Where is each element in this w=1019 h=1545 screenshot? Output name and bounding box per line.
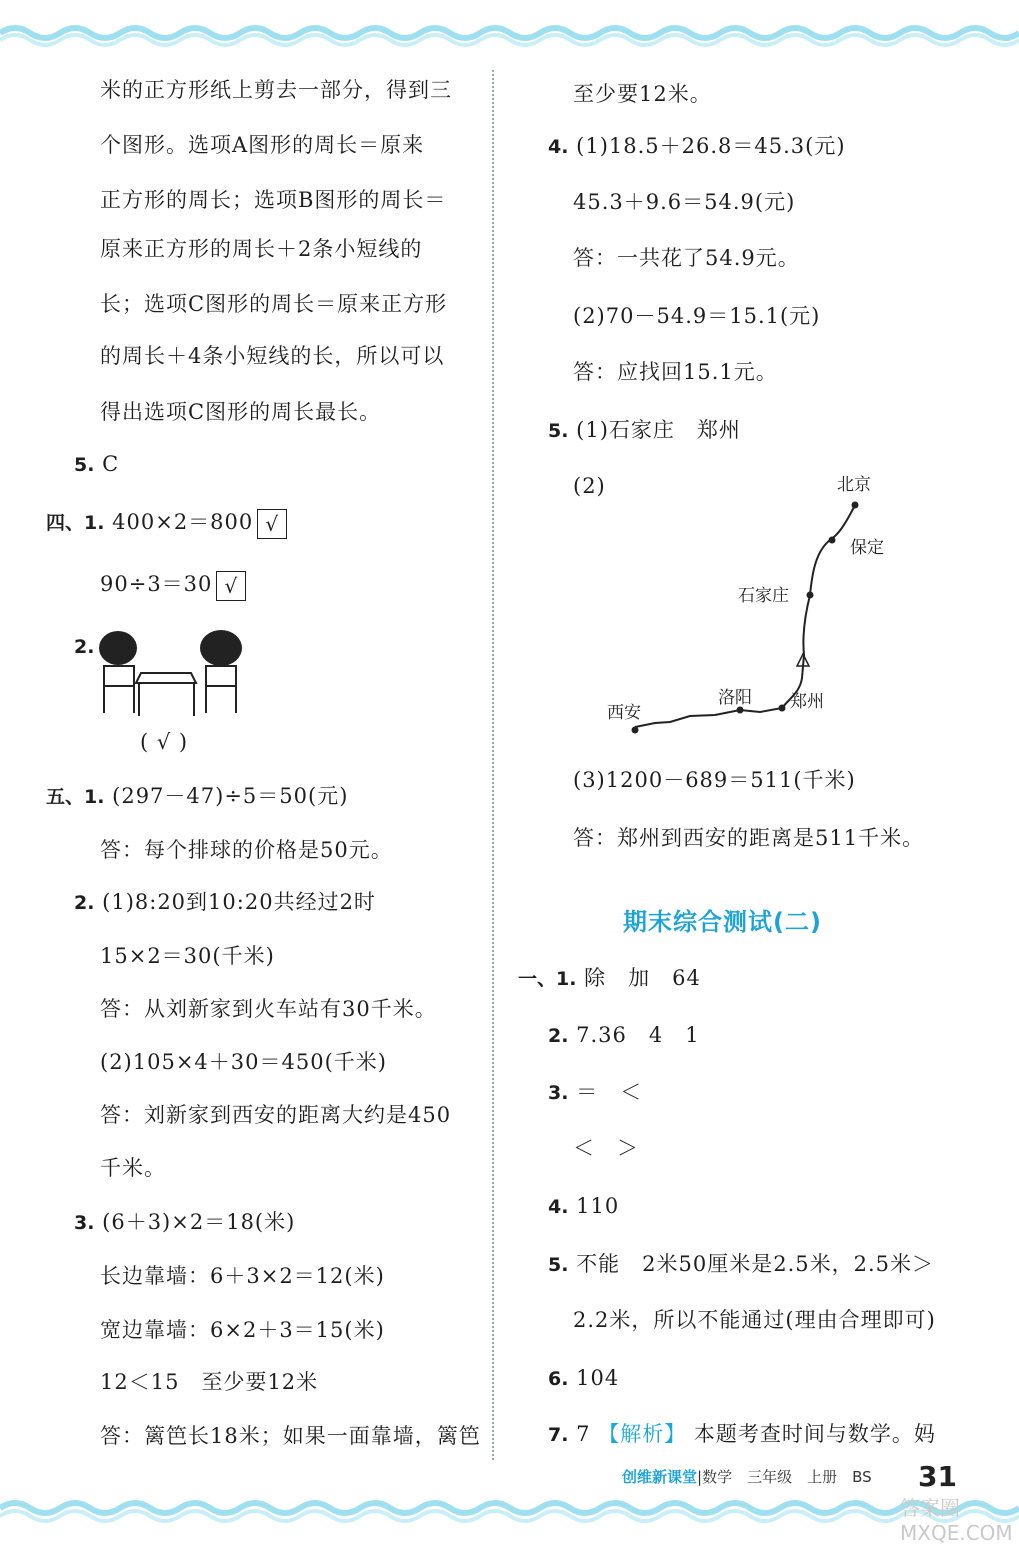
- question-2: [74, 888, 376, 917]
- question-number: 3.: [74, 1212, 95, 1234]
- question-number: 4.: [548, 1196, 569, 1218]
- map-label-shijiazhuang: 石家庄: [738, 586, 789, 606]
- top-wave-border: [0, 18, 1019, 48]
- answer: C: [102, 452, 120, 476]
- equation: 90÷3＝30: [100, 572, 213, 596]
- question-number: 5.: [548, 420, 569, 442]
- text-line: 原来正方形的周长＋2条小短线的: [100, 237, 423, 261]
- question-number: 2.: [74, 892, 95, 914]
- equation-line: 长边靠墙：6＋3×2＝12(米): [100, 1264, 385, 1288]
- column-divider: [492, 70, 494, 1460]
- text-line: 12＜15 至少要12米: [100, 1370, 319, 1394]
- text-line: 长；选项C图形的周长＝原来正方形: [100, 292, 448, 316]
- question-number: 5.: [548, 1254, 569, 1276]
- question-number: 4.: [548, 136, 569, 158]
- bottom-wave-border: [0, 1496, 1019, 1526]
- equation-line: (3)1200－689＝511(千米): [573, 768, 856, 792]
- answer: 7.36 4 1: [576, 1023, 700, 1047]
- page-footer: [622, 1466, 872, 1487]
- map-label-baoding: 保定: [850, 538, 884, 558]
- test-q4: [548, 1192, 619, 1221]
- section-4-q1: [46, 508, 287, 539]
- route-map: [590, 460, 910, 750]
- question-5: [548, 416, 741, 445]
- question-number: 2.: [548, 1025, 569, 1047]
- answer: 104: [576, 1366, 620, 1390]
- test-q6: [548, 1364, 619, 1393]
- text-line: 至少要12米。: [573, 82, 712, 106]
- answer-line: 答：从刘新家到火车站有30千米。: [100, 997, 437, 1021]
- section-number: 四、1.: [46, 512, 105, 534]
- watermark: 答案圈 MXQE.COM: [900, 1496, 1013, 1545]
- answer: 110: [576, 1194, 620, 1218]
- answer-line: 答：篱笆长18米；如果一面靠墙，篱笆: [100, 1424, 481, 1448]
- text-line: 的周长＋4条小短线的长，所以可以: [100, 344, 445, 368]
- answer: 7: [576, 1422, 591, 1446]
- answer: 不能 2米50厘米是2.5米，2.5米＞: [576, 1252, 935, 1276]
- equation: (6＋3)×2＝18(米): [102, 1210, 296, 1234]
- question-5: [74, 450, 119, 479]
- answer-line: 2.2米，所以不能通过(理由合理即可): [573, 1308, 936, 1332]
- question-3: [74, 1208, 295, 1237]
- answer: ＝ ＜: [576, 1080, 643, 1104]
- answer-line: 答：每个排球的价格是50元。: [100, 838, 393, 862]
- check-box: √: [257, 509, 287, 539]
- equation-line: 宽边靠墙：6×2＋3＝15(米): [100, 1318, 385, 1342]
- answer: 除 加 64: [584, 966, 701, 990]
- section-number: 一、1.: [518, 968, 577, 990]
- section-number: 五、1.: [46, 786, 105, 808]
- equation-line: [100, 570, 246, 601]
- equation: (1)18.5＋26.8＝45.3(元): [576, 134, 846, 158]
- page-number: 31: [918, 1460, 957, 1493]
- check-box: √: [216, 571, 246, 601]
- equation-line: 15×2＝30(千米): [100, 944, 275, 968]
- text-line: 米的正方形纸上剪去一部分，得到三: [100, 78, 452, 102]
- question-number: 6.: [548, 1368, 569, 1390]
- test-q7: [548, 1420, 936, 1449]
- map-label-zhengzhou: 郑州: [790, 692, 824, 712]
- section-5-q1: [46, 782, 348, 811]
- text-line: 得出选项C图形的周长最长。: [100, 400, 382, 424]
- answer: ( √ ): [140, 730, 189, 754]
- answer-line: 答：一共花了54.9元。: [573, 246, 800, 270]
- text: (1)8:20到10:20共经过2时: [102, 890, 376, 914]
- answer: (1)石家庄 郑州: [576, 418, 741, 442]
- footer-brand: 创维新课堂: [622, 1468, 698, 1486]
- answer-line: ＜ ＞: [573, 1136, 639, 1160]
- equation-line: (2)70－54.9＝15.1(元): [573, 304, 821, 328]
- question-number: 2.: [74, 636, 95, 658]
- equation-line: 45.3＋9.6＝54.9(元): [573, 190, 796, 214]
- analysis-tag: 【解析】: [598, 1422, 687, 1446]
- equation: 400×2＝800: [112, 510, 254, 534]
- answer-line: 答：郑州到西安的距离是511千米。: [573, 826, 925, 850]
- question-number: 5.: [74, 454, 95, 476]
- map-label-xian: 西安: [607, 703, 641, 723]
- question-4: [548, 132, 846, 161]
- text-line: 个图形。选项A图形的周长＝原来: [100, 133, 425, 157]
- test-q2: [548, 1021, 700, 1050]
- question-number: 3.: [548, 1082, 569, 1104]
- text-line: 正方形的周长；选项B图形的周长＝: [100, 188, 447, 212]
- sub-question-label: (2): [573, 474, 606, 498]
- equation: (297－47)÷5＝50(元): [112, 784, 349, 808]
- answer-line: 答：刘新家到西安的距离大约是450: [100, 1103, 452, 1127]
- footer-subject: |数学 三年级 上册 BS: [697, 1468, 872, 1486]
- test-q3: [548, 1078, 642, 1107]
- test-q5: [548, 1250, 934, 1279]
- section-title: 期末综合测试(二): [623, 908, 822, 936]
- answer-line: 千米。: [100, 1156, 166, 1180]
- question-number: 7.: [548, 1424, 569, 1446]
- map-label-beijing: 北京: [837, 475, 871, 495]
- test-q1: [518, 964, 701, 993]
- answer-line: 答：应找回15.1元。: [573, 360, 778, 384]
- analysis-text: 本题考查时间与数学。妈: [693, 1422, 936, 1446]
- desk-chairs-illustration: [96, 628, 246, 718]
- equation-line: (2)105×4＋30＝450(千米): [100, 1050, 387, 1074]
- map-label-luoyang: 洛阳: [718, 688, 752, 708]
